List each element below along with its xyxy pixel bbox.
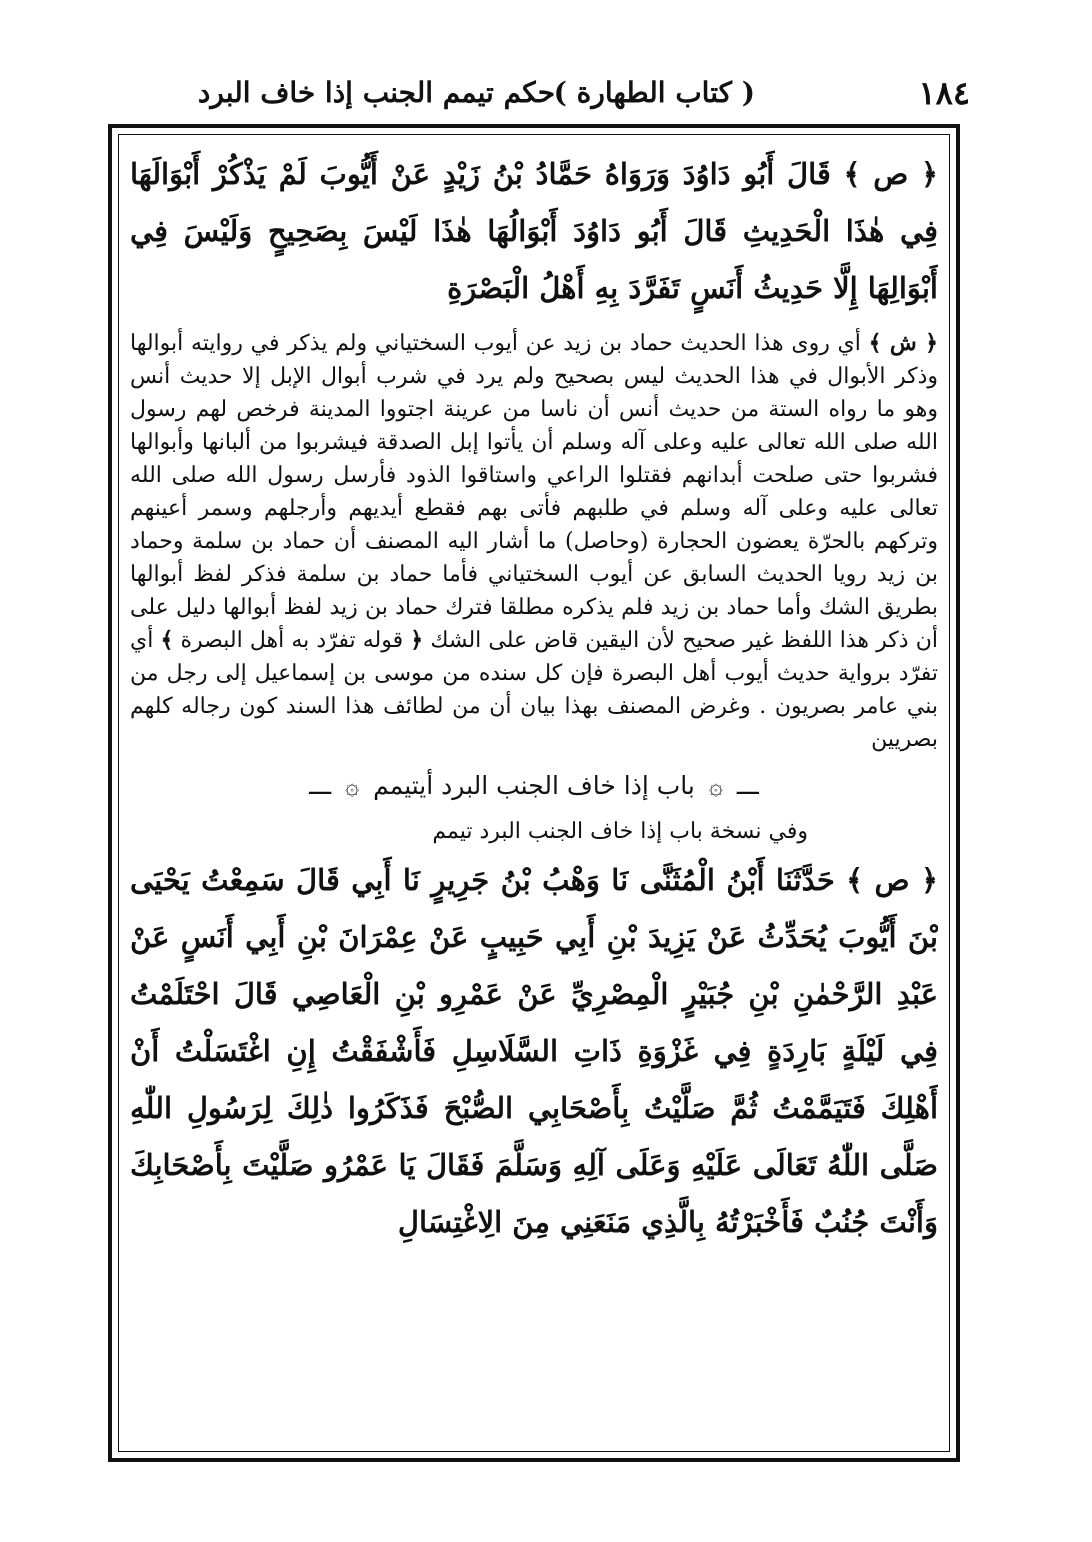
page-content (130, 146, 938, 1436)
ornament-icon: ۞ (345, 772, 360, 800)
heading-dash-left: ـــ (309, 771, 332, 800)
matn-text: حَدَّثَنَا أَبْنُ الْمُثَنَّى نَا وَهْبُ بْنُ جَرِيرٍ نَا أَبِي قَالَ سَمِعْتُ يَحْيَى بْنَ أَيُّوبَ يُحَدِّثُ عَنْ يَزِيدَ بْنِ أَبِي حَبِيبٍ عَنْ عِمْرَانَ بْنِ أَبِي أَنَسٍ عَنْ عَبْدِ الرَّحْمٰنِ بْنِ جُبَيْرٍ الْمِصْرِيِّ عَنْ عَمْرِو بْنِ الْعَاصِي قَالَ احْتَلَمْتُ فِي لَيْلَةٍ بَارِدَةٍ فِي غَزْوَةِ ذَاتِ السَّلَاسِلِ فَأَشْفَقْتُ إِنِ اغْتَسَلْتُ أَنْ أَهْلِكَ فَتَيَمَّمْتُ ثُمَّ صَلَّيْتُ بِأَصْحَابِي الصُّبْحَ فَذَكَرُوا ذٰلِكَ لِرَسُولِ اللّٰهِ صَلَّى اللّٰهُ تَعَالَى عَلَيْهِ وَعَلَى آلِهِ وَسَلَّمَ فَقَالَ يَا عَمْرُو صَلَّيْتَ بِأَصْحَابِكَ وَأَنْتَ جُنُبٌ فَأَخْبَرْتُهُ بِالَّذِي مَنَعَنِي مِنَ الِاغْتِسَالِ (130, 863, 938, 1239)
chapter-title: حكم تيمم الجنب إذا خاف البرد (197, 76, 555, 109)
chapter-heading (130, 760, 938, 812)
chapter-heading-title: باب إذا خاف الجنب البرد أيتيمم (373, 771, 695, 800)
matn-paragraph-1 (130, 146, 938, 317)
matn-marker: ﴿ ص ﴾ (846, 863, 938, 897)
quote-marker-open: ﴿ (410, 627, 424, 653)
page-number: ١٨٤ (918, 74, 970, 112)
quote-marker-close: ﴾ (160, 627, 174, 653)
book-title: ( كتاب الطهارة ) (553, 76, 755, 109)
sharh-text-2: أي تفرّد برواية حديث أيوب أهل البصرة فإن كل سنده من موسى بن إسماعيل إلى رجل من بني عامر بصريون . وغرض المصنف بهذا بيان أن من لطائف هذا السند كون رجاله كلهم بصريين (130, 628, 938, 752)
sharh-marker: ﴿ ش ﴾ (868, 330, 938, 356)
sharh-quote: قوله تفرّد به أهل البصرة (180, 628, 404, 653)
sharh-text: أي روى هذا الحديث حماد بن زيد عن أيوب السختياني ولم يذكر في روايته أبوالها وذكر الأبوال في هذا الحديث ليس بصحيح ولم يرد في شرب أبوال الإبل إلا حديث أنس وهو ما رواه الستة من حديث أنس أن ناسا من عرينة اجتووا المدينة فرخص لهم رسول الله صلى الله تعالى عليه وعلى آله وسلم أن يأتوا إبل الصدقة فيشربوا من ألبانها وأبوالها فشربوا حتى صلحت أبدانهم فقتلوا الراعي واستاقوا الذود فأرسل رسول الله صلى الله تعالى عليه وعلى آله وسلم في طلبهم فأتى بهم فقطع أيديهم وأرجلهم وسمر أعينهم وتركهم بالحرّة يعضون الحجارة (وحاصل) ما أشار اليه المصنف أن حماد بن سلمة وحماد بن زيد رويا الحديث السابق عن أيوب السختياني فأما حماد بن سلمة فذكر لفظ أبوالها بطريق الشك وأما حماد بن زيد فلم يذكره مطلقا فترك حماد بن زيد لفظ أبوالها دليل على أن ذكر هذا اللفظ غير صحيح لأن اليقين قاض على الشك (130, 331, 938, 653)
matn-paragraph-2 (130, 852, 938, 1251)
heading-dash-right: ـــ (736, 771, 759, 800)
ornament-icon: ۞ (708, 772, 723, 800)
variant-note: وفي نسخة باب إذا خاف الجنب البرد تيمم (432, 819, 808, 844)
matn-marker: ﴿ ص ﴾ (843, 157, 938, 191)
matn-text: قَالَ أَبُو دَاوُدَ وَرَوَاهُ حَمَّادُ بْنُ زَيْدٍ عَنْ أَيُّوبَ لَمْ يَذْكُرْ أَبْوَالَهَا فِي هٰذَا الْحَدِيثِ قَالَ أَبُو دَاوُدَ أَبْوَالُهَا هٰذَا لَيْسَ بِصَحِيحٍ وَلَيْسَ فِي أَبْوَالِهَا إِلَّا حَدِيثُ أَنَسٍ تَفَرَّدَ بِهِ أَهْلُ الْبَصْرَةِ (130, 157, 938, 305)
running-header (110, 66, 970, 122)
sharh-paragraph-1 (130, 327, 938, 756)
